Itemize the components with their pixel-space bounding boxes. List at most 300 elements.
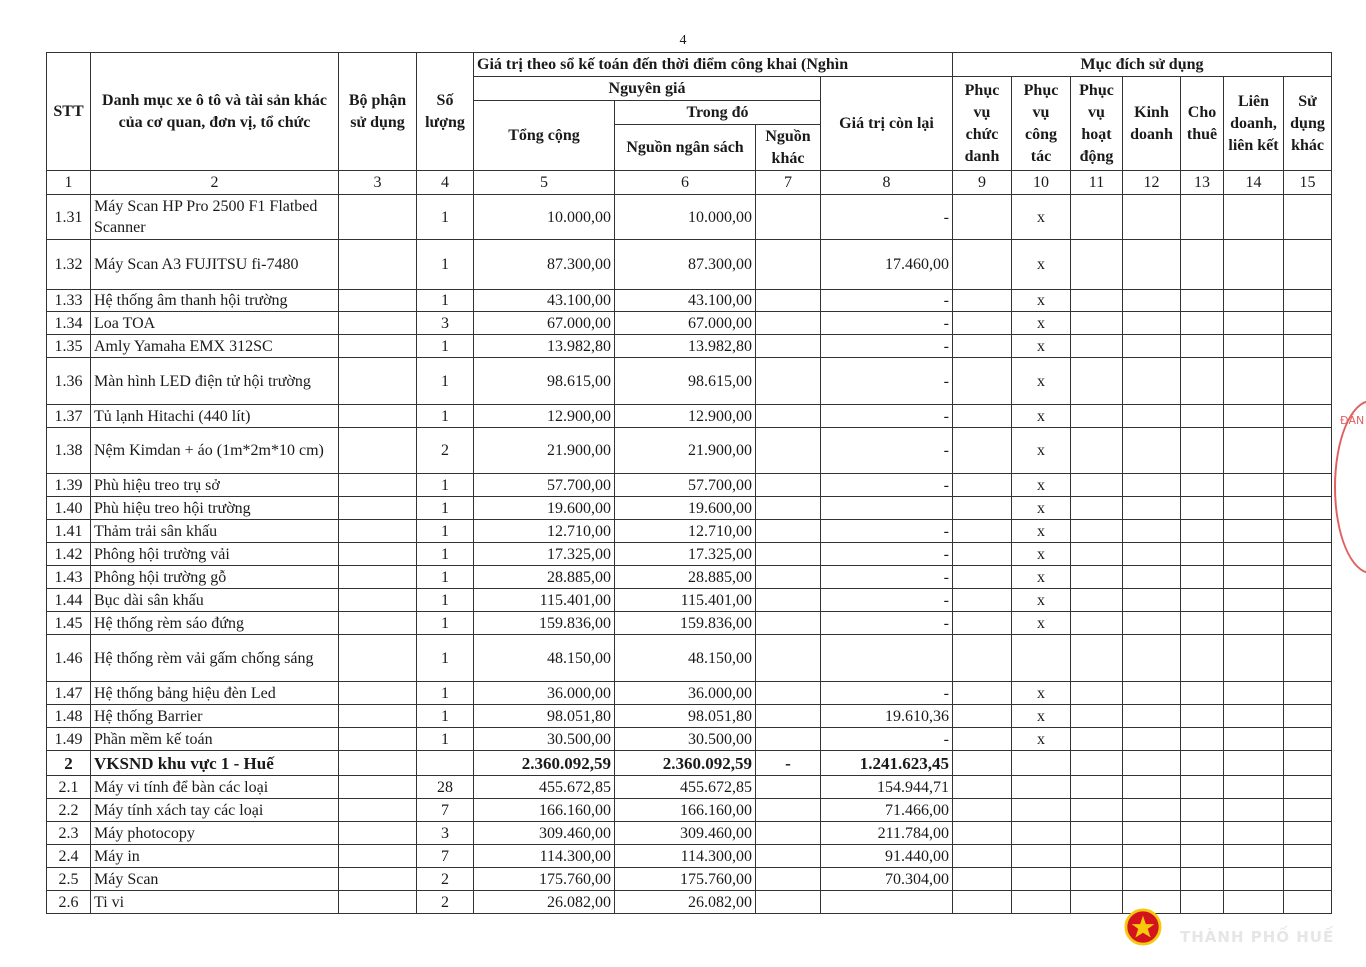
purpose-joint-cell [1224, 682, 1284, 705]
purpose-work-cell [1012, 635, 1071, 682]
purpose-activity-cell [1071, 705, 1123, 728]
purpose-other-cell [1284, 240, 1332, 290]
purpose-title-cell [953, 845, 1012, 868]
table-header [47, 53, 1332, 195]
column-number: 9 [953, 171, 1012, 195]
quantity-cell: 1 [417, 497, 474, 520]
budget-source-cell: 19.600,00 [615, 497, 756, 520]
purpose-title-cell [953, 799, 1012, 822]
purpose-joint-cell [1224, 474, 1284, 497]
header-purpose-activity: Phục vụ hoạt động [1071, 77, 1123, 171]
purpose-business-cell [1123, 240, 1181, 290]
budget-source-cell: 13.982,80 [615, 335, 756, 358]
purpose-other-cell [1284, 428, 1332, 474]
department-cell [339, 728, 417, 751]
table-row [47, 290, 1332, 312]
budget-source-cell: 36.000,00 [615, 682, 756, 705]
name-cell: Màn hình LED điện tử hội trường [91, 358, 339, 405]
header-value-group: Giá trị theo sổ kế toán đến thời điểm công khai (Nghìn [474, 53, 953, 77]
purpose-title-cell [953, 612, 1012, 635]
name-cell: Nệm Kimdan + áo (1m*2m*10 cm) [91, 428, 339, 474]
header-purpose-rent: Cho thuê [1181, 77, 1224, 171]
purpose-activity-cell [1071, 891, 1123, 914]
purpose-business-cell [1123, 751, 1181, 776]
purpose-work-cell [1012, 868, 1071, 891]
table-row [47, 566, 1332, 589]
table-row [47, 240, 1332, 290]
purpose-activity-cell [1071, 195, 1123, 240]
purpose-work-cell: x [1012, 428, 1071, 474]
purpose-other-cell [1284, 335, 1332, 358]
table-row [47, 497, 1332, 520]
table-row [47, 543, 1332, 566]
other-source-cell [756, 682, 821, 705]
purpose-rent-cell [1181, 589, 1224, 612]
quantity-cell: 7 [417, 799, 474, 822]
stt-cell: 1.38 [47, 428, 91, 474]
purpose-rent-cell [1181, 751, 1224, 776]
department-cell [339, 705, 417, 728]
table-row [47, 195, 1332, 240]
remaining-value-cell: - [821, 520, 953, 543]
remaining-value-cell: 70.304,00 [821, 868, 953, 891]
budget-source-cell: 114.300,00 [615, 845, 756, 868]
stt-cell: 1.49 [47, 728, 91, 751]
purpose-other-cell [1284, 497, 1332, 520]
purpose-activity-cell [1071, 845, 1123, 868]
purpose-rent-cell [1181, 195, 1224, 240]
remaining-value-cell: - [821, 612, 953, 635]
purpose-other-cell [1284, 682, 1332, 705]
table-row [47, 799, 1332, 822]
stt-cell: 2.5 [47, 868, 91, 891]
name-cell: Loa TOA [91, 312, 339, 335]
total-cell: 48.150,00 [474, 635, 615, 682]
remaining-value-cell: - [821, 335, 953, 358]
table-row [47, 635, 1332, 682]
purpose-other-cell [1284, 312, 1332, 335]
table-row [47, 312, 1332, 335]
purpose-business-cell [1123, 358, 1181, 405]
remaining-value-cell: 17.460,00 [821, 240, 953, 290]
remaining-value-cell: 1.241.623,45 [821, 751, 953, 776]
department-cell [339, 776, 417, 799]
table-row [47, 822, 1332, 845]
budget-source-cell: 175.760,00 [615, 868, 756, 891]
purpose-other-cell [1284, 290, 1332, 312]
purpose-activity-cell [1071, 474, 1123, 497]
purpose-activity-cell [1071, 497, 1123, 520]
other-source-cell [756, 335, 821, 358]
purpose-business-cell [1123, 428, 1181, 474]
total-cell: 175.760,00 [474, 868, 615, 891]
total-cell: 98.615,00 [474, 358, 615, 405]
purpose-activity-cell [1071, 290, 1123, 312]
department-cell [339, 543, 417, 566]
department-cell [339, 497, 417, 520]
purpose-joint-cell [1224, 195, 1284, 240]
total-cell: 159.836,00 [474, 612, 615, 635]
budget-source-cell: 98.615,00 [615, 358, 756, 405]
purpose-activity-cell [1071, 682, 1123, 705]
purpose-activity-cell [1071, 728, 1123, 751]
name-cell: Phù hiệu treo hội trường [91, 497, 339, 520]
budget-source-cell: 57.700,00 [615, 474, 756, 497]
name-cell: VKSND khu vực 1 - Huế [91, 751, 339, 776]
other-source-cell [756, 776, 821, 799]
purpose-rent-cell [1181, 290, 1224, 312]
purpose-other-cell [1284, 891, 1332, 914]
table-row [47, 335, 1332, 358]
stt-cell: 1.34 [47, 312, 91, 335]
purpose-title-cell [953, 822, 1012, 845]
department-cell [339, 520, 417, 543]
purpose-joint-cell [1224, 868, 1284, 891]
name-cell: Phù hiệu treo trụ sở [91, 474, 339, 497]
purpose-rent-cell [1181, 705, 1224, 728]
stt-cell: 1.33 [47, 290, 91, 312]
quantity-cell: 1 [417, 335, 474, 358]
budget-source-cell: 115.401,00 [615, 589, 756, 612]
purpose-joint-cell [1224, 290, 1284, 312]
purpose-activity-cell [1071, 428, 1123, 474]
stt-cell: 1.48 [47, 705, 91, 728]
purpose-joint-cell [1224, 240, 1284, 290]
quantity-cell: 2 [417, 891, 474, 914]
stt-cell: 2.4 [47, 845, 91, 868]
quantity-cell: 1 [417, 635, 474, 682]
other-source-cell [756, 891, 821, 914]
purpose-rent-cell [1181, 428, 1224, 474]
purpose-activity-cell [1071, 358, 1123, 405]
stt-cell: 1.32 [47, 240, 91, 290]
department-cell [339, 335, 417, 358]
purpose-business-cell [1123, 335, 1181, 358]
header-purpose-joint: Liên doanh, liên kết [1224, 77, 1284, 171]
purpose-other-cell [1284, 845, 1332, 868]
purpose-business-cell [1123, 728, 1181, 751]
other-source-cell [756, 520, 821, 543]
budget-source-cell: 10.000,00 [615, 195, 756, 240]
remaining-value-cell: - [821, 358, 953, 405]
name-cell: Máy vi tính để bàn các loại [91, 776, 339, 799]
table-row [47, 612, 1332, 635]
purpose-other-cell [1284, 474, 1332, 497]
table-row [47, 682, 1332, 705]
purpose-business-cell [1123, 566, 1181, 589]
total-cell: 17.325,00 [474, 543, 615, 566]
column-number: 11 [1071, 171, 1123, 195]
other-source-cell [756, 428, 821, 474]
purpose-rent-cell [1181, 405, 1224, 428]
purpose-business-cell [1123, 682, 1181, 705]
purpose-activity-cell [1071, 868, 1123, 891]
purpose-title-cell [953, 543, 1012, 566]
name-cell: Ti vi [91, 891, 339, 914]
total-cell: 12.900,00 [474, 405, 615, 428]
budget-source-cell: 43.100,00 [615, 290, 756, 312]
other-source-cell [756, 589, 821, 612]
budget-source-cell: 17.325,00 [615, 543, 756, 566]
purpose-title-cell [953, 195, 1012, 240]
remaining-value-cell: - [821, 474, 953, 497]
name-cell: Máy Scan A3 FUJITSU fi-7480 [91, 240, 339, 290]
name-cell: Máy Scan HP Pro 2500 F1 Flatbed Scanner [91, 195, 339, 240]
purpose-rent-cell [1181, 845, 1224, 868]
remaining-value-cell: - [821, 589, 953, 612]
total-cell: 12.710,00 [474, 520, 615, 543]
budget-source-cell: 48.150,00 [615, 635, 756, 682]
stt-cell: 1.37 [47, 405, 91, 428]
department-cell [339, 822, 417, 845]
header-purpose-other: Sử dụng khác [1284, 77, 1332, 171]
column-number: 2 [91, 171, 339, 195]
stt-cell: 2.1 [47, 776, 91, 799]
purpose-joint-cell [1224, 566, 1284, 589]
purpose-business-cell [1123, 474, 1181, 497]
purpose-joint-cell [1224, 589, 1284, 612]
remaining-value-cell: - [821, 728, 953, 751]
purpose-joint-cell [1224, 728, 1284, 751]
header-purpose-title: Phục vụ chức danh [953, 77, 1012, 171]
remaining-value-cell: - [821, 312, 953, 335]
purpose-work-cell [1012, 822, 1071, 845]
budget-source-cell: 159.836,00 [615, 612, 756, 635]
quantity-cell: 1 [417, 240, 474, 290]
purpose-business-cell [1123, 776, 1181, 799]
table-row [47, 358, 1332, 405]
department-cell [339, 195, 417, 240]
column-number: 10 [1012, 171, 1071, 195]
purpose-work-cell: x [1012, 240, 1071, 290]
purpose-work-cell: x [1012, 682, 1071, 705]
name-cell: Tủ lạnh Hitachi (440 lít) [91, 405, 339, 428]
budget-source-cell: 166.160,00 [615, 799, 756, 822]
budget-source-cell: 87.300,00 [615, 240, 756, 290]
purpose-work-cell: x [1012, 405, 1071, 428]
purpose-title-cell [953, 776, 1012, 799]
quantity-cell: 28 [417, 776, 474, 799]
remaining-value-cell: - [821, 290, 953, 312]
quantity-cell: 1 [417, 566, 474, 589]
remaining-value-cell: - [821, 428, 953, 474]
other-source-cell [756, 290, 821, 312]
header-purpose-business: Kinh doanh [1123, 77, 1181, 171]
total-cell: 13.982,80 [474, 335, 615, 358]
column-number: 15 [1284, 171, 1332, 195]
purpose-business-cell [1123, 543, 1181, 566]
stt-cell: 1.40 [47, 497, 91, 520]
purpose-title-cell [953, 358, 1012, 405]
column-number: 14 [1224, 171, 1284, 195]
stt-cell: 1.42 [47, 543, 91, 566]
purpose-rent-cell [1181, 728, 1224, 751]
total-cell: 21.900,00 [474, 428, 615, 474]
purpose-work-cell: x [1012, 612, 1071, 635]
purpose-business-cell [1123, 705, 1181, 728]
department-cell [339, 428, 417, 474]
purpose-title-cell [953, 290, 1012, 312]
total-cell: 67.000,00 [474, 312, 615, 335]
table-row [47, 845, 1332, 868]
purpose-other-cell [1284, 868, 1332, 891]
purpose-joint-cell [1224, 891, 1284, 914]
quantity-cell: 1 [417, 728, 474, 751]
purpose-activity-cell [1071, 405, 1123, 428]
stt-cell: 2 [47, 751, 91, 776]
total-cell: 26.082,00 [474, 891, 615, 914]
other-source-cell [756, 822, 821, 845]
purpose-joint-cell [1224, 335, 1284, 358]
quantity-cell: 2 [417, 868, 474, 891]
purpose-rent-cell [1181, 474, 1224, 497]
header-of-which: Trong đó [615, 101, 821, 125]
department-cell [339, 682, 417, 705]
stt-cell: 1.39 [47, 474, 91, 497]
purpose-title-cell [953, 497, 1012, 520]
name-cell: Máy photocopy [91, 822, 339, 845]
purpose-activity-cell [1071, 312, 1123, 335]
stt-cell: 1.35 [47, 335, 91, 358]
remaining-value-cell: 154.944,71 [821, 776, 953, 799]
purpose-title-cell [953, 520, 1012, 543]
column-number: 6 [615, 171, 756, 195]
remaining-value-cell: - [821, 566, 953, 589]
total-cell: 36.000,00 [474, 682, 615, 705]
purpose-joint-cell [1224, 635, 1284, 682]
quantity-cell: 1 [417, 195, 474, 240]
budget-source-cell: 26.082,00 [615, 891, 756, 914]
header-purpose: Mục đích sử dụng [953, 53, 1332, 77]
other-source-cell [756, 799, 821, 822]
purpose-other-cell [1284, 776, 1332, 799]
name-cell: Máy Scan [91, 868, 339, 891]
purpose-work-cell: x [1012, 312, 1071, 335]
stt-cell: 1.47 [47, 682, 91, 705]
purpose-business-cell [1123, 497, 1181, 520]
purpose-rent-cell [1181, 335, 1224, 358]
purpose-rent-cell [1181, 891, 1224, 914]
purpose-rent-cell [1181, 312, 1224, 335]
purpose-joint-cell [1224, 405, 1284, 428]
name-cell: Hệ thống bảng hiệu đèn Led [91, 682, 339, 705]
purpose-rent-cell [1181, 566, 1224, 589]
total-cell: 87.300,00 [474, 240, 615, 290]
table-row [47, 868, 1332, 891]
table-row [47, 728, 1332, 751]
total-cell: 10.000,00 [474, 195, 615, 240]
purpose-other-cell [1284, 543, 1332, 566]
red-seal-stamp: ĐẢN [1334, 400, 1366, 574]
header-purpose-work: Phục vụ công tác [1012, 77, 1071, 171]
name-cell: Máy in [91, 845, 339, 868]
purpose-activity-cell [1071, 822, 1123, 845]
budget-source-cell: 309.460,00 [615, 822, 756, 845]
other-source-cell [756, 612, 821, 635]
purpose-title-cell [953, 405, 1012, 428]
other-source-cell [756, 543, 821, 566]
budget-source-cell: 12.900,00 [615, 405, 756, 428]
purpose-activity-cell [1071, 543, 1123, 566]
quantity-cell: 1 [417, 358, 474, 405]
department-cell [339, 751, 417, 776]
column-number: 13 [1181, 171, 1224, 195]
table-row [47, 751, 1332, 776]
quantity-cell: 1 [417, 705, 474, 728]
purpose-work-cell: x [1012, 566, 1071, 589]
column-number: 5 [474, 171, 615, 195]
purpose-business-cell [1123, 312, 1181, 335]
purpose-other-cell [1284, 195, 1332, 240]
budget-source-cell: 21.900,00 [615, 428, 756, 474]
purpose-work-cell [1012, 751, 1071, 776]
purpose-rent-cell [1181, 682, 1224, 705]
purpose-activity-cell [1071, 776, 1123, 799]
purpose-title-cell [953, 312, 1012, 335]
purpose-work-cell: x [1012, 290, 1071, 312]
column-number: 1 [47, 171, 91, 195]
purpose-title-cell [953, 868, 1012, 891]
purpose-work-cell: x [1012, 474, 1071, 497]
purpose-activity-cell [1071, 612, 1123, 635]
purpose-work-cell: x [1012, 195, 1071, 240]
department-cell [339, 612, 417, 635]
purpose-rent-cell [1181, 543, 1224, 566]
total-cell: 115.401,00 [474, 589, 615, 612]
purpose-activity-cell [1071, 635, 1123, 682]
purpose-title-cell [953, 474, 1012, 497]
total-cell: 166.160,00 [474, 799, 615, 822]
purpose-work-cell: x [1012, 358, 1071, 405]
department-cell [339, 799, 417, 822]
remaining-value-cell: - [821, 543, 953, 566]
name-cell: Máy tính xách tay các loại [91, 799, 339, 822]
name-cell: Hệ thống Barrier [91, 705, 339, 728]
purpose-rent-cell [1181, 520, 1224, 543]
purpose-other-cell [1284, 822, 1332, 845]
purpose-other-cell [1284, 728, 1332, 751]
purpose-joint-cell [1224, 358, 1284, 405]
purpose-work-cell: x [1012, 520, 1071, 543]
purpose-joint-cell [1224, 428, 1284, 474]
purpose-work-cell: x [1012, 497, 1071, 520]
purpose-joint-cell [1224, 705, 1284, 728]
total-cell: 455.672,85 [474, 776, 615, 799]
remaining-value-cell: 91.440,00 [821, 845, 953, 868]
table-body [47, 195, 1332, 914]
total-cell: 309.460,00 [474, 822, 615, 845]
remaining-value-cell [821, 497, 953, 520]
purpose-joint-cell [1224, 845, 1284, 868]
purpose-other-cell [1284, 589, 1332, 612]
budget-source-cell: 67.000,00 [615, 312, 756, 335]
purpose-title-cell [953, 566, 1012, 589]
header-total: Tổng cộng [474, 101, 615, 171]
budget-source-cell: 2.360.092,59 [615, 751, 756, 776]
remaining-value-cell: - [821, 682, 953, 705]
table-row [47, 520, 1332, 543]
other-source-cell [756, 868, 821, 891]
quantity-cell: 1 [417, 405, 474, 428]
name-cell: Phông hội trường gỗ [91, 566, 339, 589]
asset-table [46, 52, 1332, 914]
remaining-value-cell: 19.610,36 [821, 705, 953, 728]
department-cell [339, 240, 417, 290]
name-cell: Hệ thống rèm vải gấm chống sáng [91, 635, 339, 682]
other-source-cell [756, 635, 821, 682]
quantity-cell: 1 [417, 290, 474, 312]
purpose-business-cell [1123, 195, 1181, 240]
